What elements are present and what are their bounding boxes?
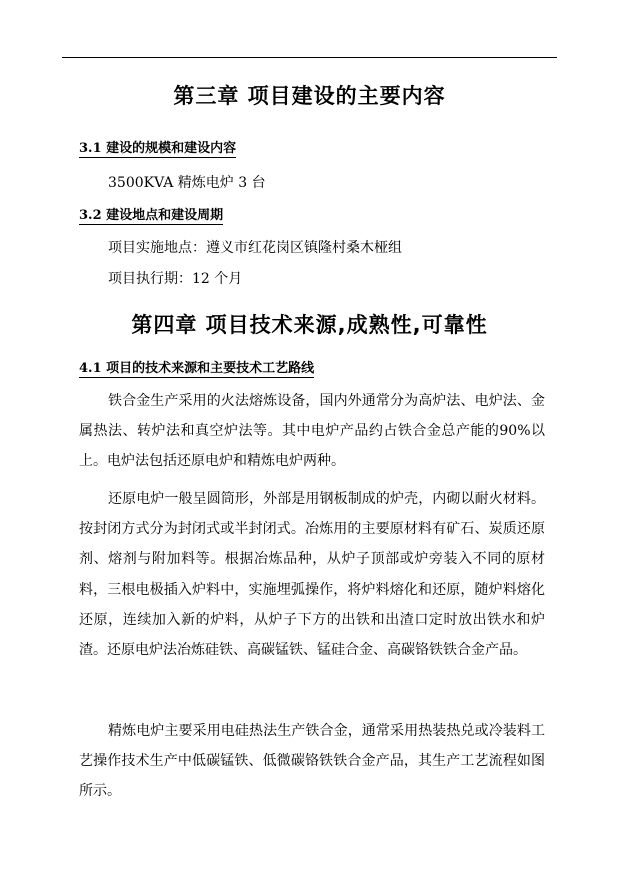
chapter-4-title: 第四章 项目技术来源,成熟性,可靠性 [131,313,488,337]
chapter-3-title: 第三章 项目建设的主要内容 [173,84,446,108]
project-location: 项目实施地点：遵义市红花岗区镇隆村桑木桠组 [108,240,402,256]
header-rule [62,57,557,58]
paragraph: 还原电炉一般呈圆筒形，外部是用钢板制成的炉壳，内砌以耐火材料。按封闭方式分为封闭式或半封闭式。冶炼用的主要原材料有矿石、炭质还原剂、熔剂与附加料等。根据冶炼品种，从炉子顶部或炉旁装入不同的原材料，三根电极插入炉料中，实施埋弧操作，将炉料熔化和还原，随炉料熔化还原，连续加入新的炉料，从炉子下方的出铁和出渣口定时放出铁水和炉渣。还原电炉法冶炼硅铁、高碳锰铁、锰硅合金、高碳铬铁铁合金产品。 [79,491,545,659]
section-4-1-heading: 4.1 项目的技术来源和主要技术工艺路线 [79,357,314,378]
paragraph: 精炼电炉主要采用电硅热法生产铁合金，通常采用热装热兑或冷装料工艺操作技术生产中低碳锰铁、低微碳铬铁铁合金产品，其生产工艺流程如图所示。 [79,723,545,800]
project-period: 项目执行期：12 个月 [108,271,243,287]
section-3-1-text: 3500KVA 精炼电炉 3 台 [108,175,266,191]
section-3-1-heading: 3.1 建设的规模和建设内容 [79,137,236,158]
section-3-2-heading: 3.2 建设地点和建设周期 [79,204,223,225]
paragraph: 铁合金生产采用的火法熔炼设备，国内外通常分为高炉法、电炉法、金属热法、转炉法和真空炉法等。其中电炉产品约占铁合金总产能的90%以上。电炉法包括还原电炉和精炼电炉两种。 [79,393,545,470]
